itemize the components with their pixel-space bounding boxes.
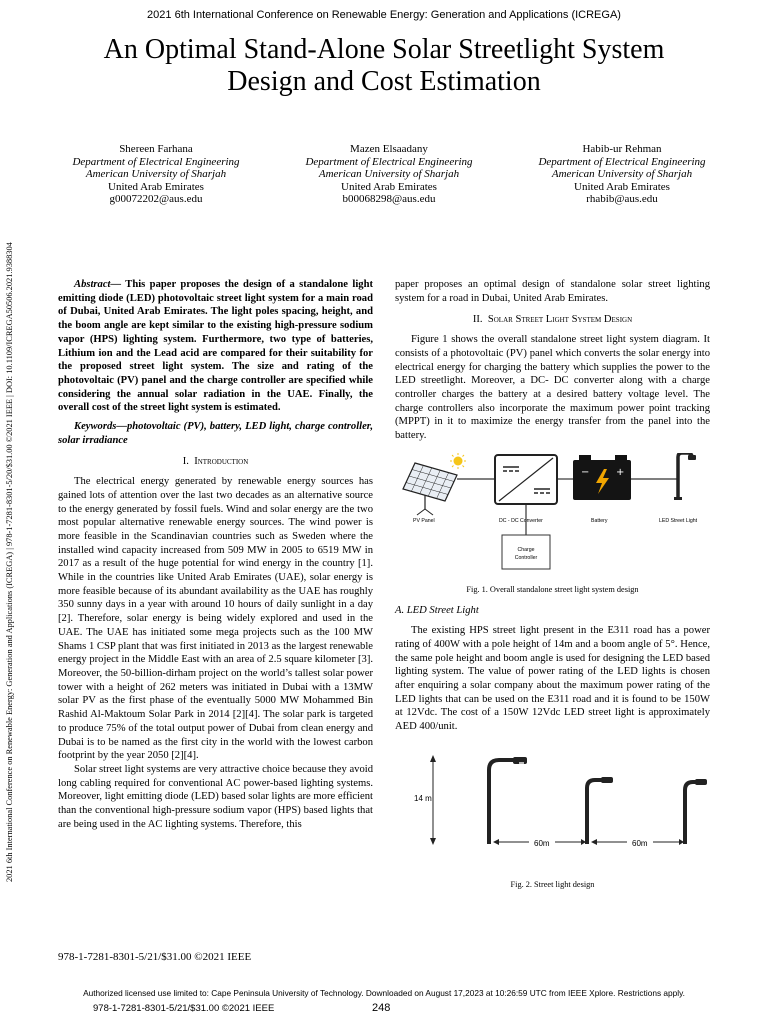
author-dept: Department of Electrical Engineering xyxy=(538,155,706,168)
label-dcdc-converter: DC - DC Converter xyxy=(499,517,543,524)
abstract xyxy=(58,278,373,415)
title-line-2: Design and Cost Estimation xyxy=(227,66,541,97)
page-number: 248 xyxy=(372,1002,391,1014)
street-light-pole-2 xyxy=(587,777,613,844)
author-country: United Arab Emirates xyxy=(341,180,437,193)
figure-1-system-diagram xyxy=(395,453,710,577)
street-light-pole-3 xyxy=(685,779,707,844)
figure-2-street-light-design xyxy=(395,748,710,872)
author-email[interactable]: rhabib@aus.edu xyxy=(586,193,658,206)
abstract-text: This paper proposes the design of a standalone light emitting diode (LED) photovoltaic street light system for a main road of Dubai, United Arab Emirates. The light poles spacing, height, and the boom angle are kept similar to the existing high-pressure sodium vapor (HPS) lighting system. Furthermore, two type of batteries, Lithium ion and the Lead acid are compared for their suitability for the proposed street light system. The size and rating of the photovoltaic (PV) panel and the charge controller are specified while considering the annual solar radiation in the UAE. Finally, the overall cost of the street light system is estimated. xyxy=(58,279,373,414)
sun-icon xyxy=(450,453,466,469)
dcdc-converter-icon xyxy=(495,455,557,504)
pv-panel-icon xyxy=(403,463,457,515)
label-spacing-60m-1: 60m xyxy=(534,838,550,848)
author-country: United Arab Emirates xyxy=(574,180,670,193)
author-name: Habib-ur Rehman xyxy=(582,143,662,155)
right-paragraph-1: Figure 1 shows the overall standalone street light system diagram. It consists of a photovoltaic (PV) panel which converts the solar energy into electrical energy for charging the battery which supplies the power to the LED streetlight. Moreover, a DC- DC converter along with a charge controller charges the battery at a desired battery voltage level. The charge controllers also incorporate the maximum power point tracking (MPPT) in it to maximize the energy transfer from the panel into the battery. xyxy=(395,334,710,442)
label-charge-controller-1: Charge xyxy=(517,546,535,553)
svg-text:+: + xyxy=(616,466,625,478)
author-univ: American University of Sharjah xyxy=(318,168,460,181)
intro-paragraph-2: Solar street light systems are very attractive choice because they avoid long cabling required for conventional AC power-based lighting systems. Moreover, light emitting diode (LED) based solar lights are more efficient than the conventional high-pressure sodium vapor (HPS) based lights that are being used in the AC lighting systems. Therefore, this xyxy=(58,763,373,830)
label-battery: Battery xyxy=(591,517,608,524)
section-1-heading xyxy=(58,455,373,469)
author-name: Mazen Elsaadany xyxy=(350,143,428,155)
intro-paragraph-1: The electrical energy generated by renewable energy sources has gained lots of attention over the last two decades as an alternative source to the energy generated by fossil fuels. Wind and solar energy are the two most popular alternative renewable energy sources. The wind power is more feasible in the Scandinavian countries such as Sweden where the installed wind capacity increased from 509 MW in 2005 to 6519 MW in 2017 as a result of the huge potential for wind energy in the country [1]. While in the countries like United Arab Emirates (UAE), solar energy is more feasible because of its abundant availability as the UAE has roughly 350 sunny days in a year with around 10 hours of daily sunlight in a day [2]. Therefore, solar energy is being widely explored and used in the UAE. The UAE has initiated some mega projects such as the 100 MW Shams 1 CSP plant that was first initiated in 2013 as the largest renewable energy project in the Middle East with an area of 2.5 square kilometer [3]. Moreover, the 50-billion-dirham project on the world’s tallest solar power tower with a height of 262 meters was initiated in Dubai with a 13MW solar PV as the first phase of the eventually 5000 MW Mohammed Bin Rashid Al-Maktoum Solar Park in 2014 [2][4]. The solar park is targeted to produce 75% of the total output power of Dubai from clean energy and Dubai is to be named as the first city in the world with the lowest carbon footprint by the year 2050 [2][4]. xyxy=(58,476,373,762)
street-light-pole-1 xyxy=(489,757,527,844)
figure-2-caption: Fig. 2. Street light design xyxy=(510,879,595,889)
label-charge-controller-2: Controller xyxy=(514,554,538,561)
author-2 xyxy=(273,143,505,206)
author-dept: Department of Electrical Engineering xyxy=(72,155,240,168)
figure-2-svg xyxy=(395,748,710,872)
left-column xyxy=(58,278,373,831)
author-email[interactable]: g00072202@aus.edu xyxy=(109,193,203,206)
section-1-number: I. xyxy=(182,456,189,468)
right-column xyxy=(395,278,710,899)
author-country: United Arab Emirates xyxy=(108,180,204,193)
author-3 xyxy=(506,143,738,206)
footer-authorized-use: Authorized licensed use limited to: Cape Peninsula University of Technology. Downloaded on August 17,2023 at 10:26:59 UTC from IEEE Xplore. Restrictions apply. xyxy=(83,988,685,998)
keywords: Keywords—photovoltaic (PV), battery, LED light, charge controller, solar irradiance xyxy=(58,421,373,446)
svg-text:−: − xyxy=(581,466,590,478)
author-1 xyxy=(40,143,272,206)
sidebar-doi xyxy=(0,130,24,890)
author-univ: American University of Sharjah xyxy=(85,168,227,181)
sidebar-text: 2021 6th International Conference on Renewable Energy: Generation and Applications (ICREGA) | 978-1-7281-8301-5/20/$31.00 ©2021 IEEE | DOI: 10.1109/ICREGA50506.2021.9388304 xyxy=(5,242,14,882)
author-email[interactable]: b00068298@aus.edu xyxy=(342,193,436,206)
conference-header: 2021 6th International Conference on Renewable Energy: Generation and Applications (ICREGA) xyxy=(147,9,621,21)
right-paragraph-2: The existing HPS street light present in the E311 road has a power rating of 400W with a pole height of 14m and a boom angle of 5°. Hence, the same pole height and boom angle is used for designing the LED based lighting system. The value of power rating of the LED lights is chosen after enquiring a solar company about the maximum power rating of the LED lights that can be used on the E311 road and it is found to be 150W at 12Vdc. The cost of a 150W 12Vdc LED street light is approximately AED 400/unit. xyxy=(395,625,710,733)
author-univ: American University of Sharjah xyxy=(551,168,693,181)
footer-bottom-code: 978-1-7281-8301-5/21/$31.00 ©2021 IEEE xyxy=(93,1003,275,1014)
section-2-heading xyxy=(395,313,710,327)
author-block xyxy=(40,143,738,206)
subsection-a-heading: A. LED Street Light xyxy=(395,605,479,617)
title-line-1: An Optimal Stand-Alone Solar Streetlight System xyxy=(103,34,665,65)
battery-icon xyxy=(573,455,631,500)
led-street-light-icon xyxy=(674,453,696,500)
label-spacing-60m-2: 60m xyxy=(632,838,648,848)
figure-1-caption: Fig. 1. Overall standalone street light system design xyxy=(466,584,639,594)
author-name: Shereen Farhana xyxy=(119,143,193,155)
label-pv-panel: PV Panel xyxy=(413,517,435,524)
section-1-title: Introduction xyxy=(194,456,249,468)
section-2-title: Solar Street Light System Design xyxy=(487,314,633,326)
paper-title xyxy=(40,34,728,98)
author-dept: Department of Electrical Engineering xyxy=(305,155,473,168)
footer-copyright-code: 978-1-7281-8301-5/21/$31.00 ©2021 IEEE xyxy=(58,951,252,963)
right-paragraph-0: paper proposes an optimal design of standalone solar street lighting system for a road in Dubai, United Arab Emirates. xyxy=(395,279,710,304)
label-height-14m: 14 m xyxy=(414,793,432,803)
section-2-number: II. xyxy=(472,314,483,326)
label-led-street-light: LED Street Light xyxy=(659,517,698,524)
abstract-label: Abstract— xyxy=(74,279,122,290)
